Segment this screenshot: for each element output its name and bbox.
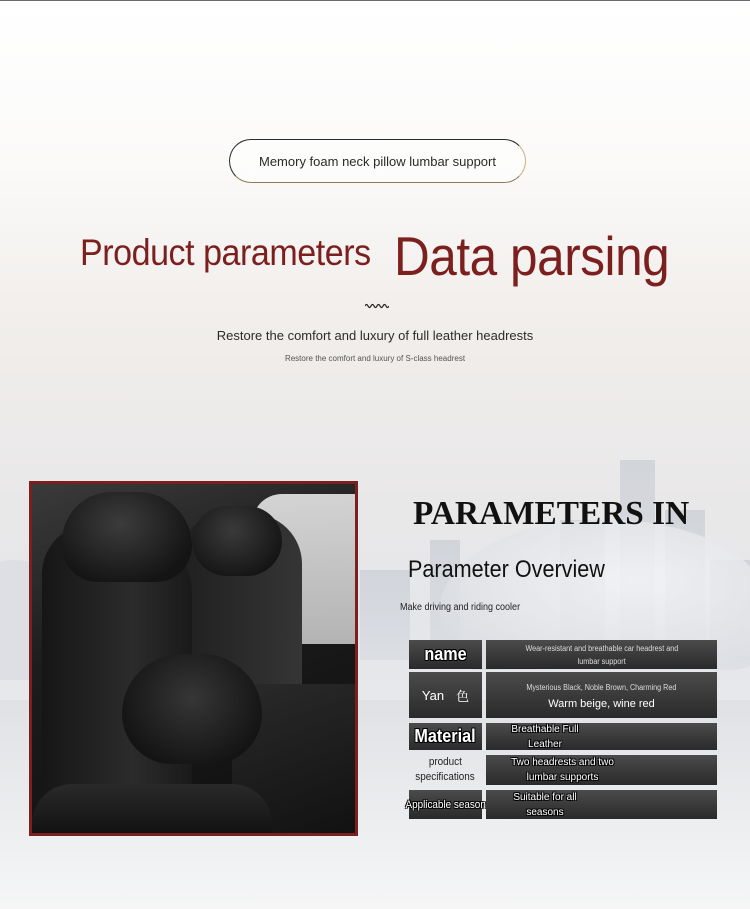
table-label-line: product — [428, 756, 463, 768]
squiggle-divider-icon — [365, 303, 389, 309]
table-value-line: Suitable for all — [513, 791, 577, 803]
table-label: Material — [414, 726, 477, 746]
subtitle-small: Restore the comfort and luxury of S-class headrest — [284, 354, 466, 363]
table-value-line: lumbar support — [577, 656, 626, 666]
table-value-line: Wear-resistant and breathable car headrest and — [525, 643, 678, 653]
table-label-cell — [409, 723, 482, 750]
table-label-cell — [409, 672, 482, 718]
table-value-line: lumbar supports — [526, 772, 599, 783]
table-value-line: Warm beige, wine red — [548, 697, 655, 710]
product-photo — [29, 481, 358, 836]
table-value-cell — [486, 790, 717, 819]
table-row — [409, 672, 717, 718]
parameter-overview-title: Parameter Overview — [408, 556, 605, 583]
table-row — [409, 640, 717, 669]
title-data-parsing: Data parsing — [394, 225, 670, 287]
subtitle: Restore the comfort and luxury of full leather headrests — [216, 328, 534, 343]
parameters-heading: PARAMETERS IN — [413, 495, 690, 532]
product-badge — [229, 139, 526, 183]
table-label: Yan — [421, 687, 445, 703]
table-label-cell — [409, 640, 482, 669]
table-row — [409, 723, 717, 750]
top-divider — [0, 0, 750, 1]
table-value-line: seasons — [526, 806, 564, 818]
table-label-cell — [405, 790, 486, 819]
title-product-parameters: Product parameters — [80, 232, 371, 273]
table-label: name — [424, 644, 467, 664]
table-label: Applicable season — [405, 798, 486, 811]
table-label-line: specifications — [415, 771, 476, 783]
table-value-cell — [486, 640, 717, 669]
table-row — [405, 790, 717, 819]
table-label-glyph: 色 — [456, 688, 470, 704]
table-value-line: Leather — [528, 738, 562, 750]
table-value-cell — [486, 723, 717, 750]
table-row — [409, 755, 717, 785]
table-value-cell — [486, 672, 717, 718]
table-value-line: Two headrests and two — [511, 757, 614, 768]
table-value-cell — [486, 755, 717, 785]
table-value-line: Mysterious Black, Noble Brown, Charming Red — [526, 682, 677, 692]
table-label-cell — [409, 755, 482, 785]
table-value-line: Breathable Full — [511, 723, 579, 735]
product-badge-text: Memory foam neck pillow lumbar support — [259, 153, 496, 169]
parameter-overview-note: Make driving and riding cooler — [400, 602, 521, 613]
